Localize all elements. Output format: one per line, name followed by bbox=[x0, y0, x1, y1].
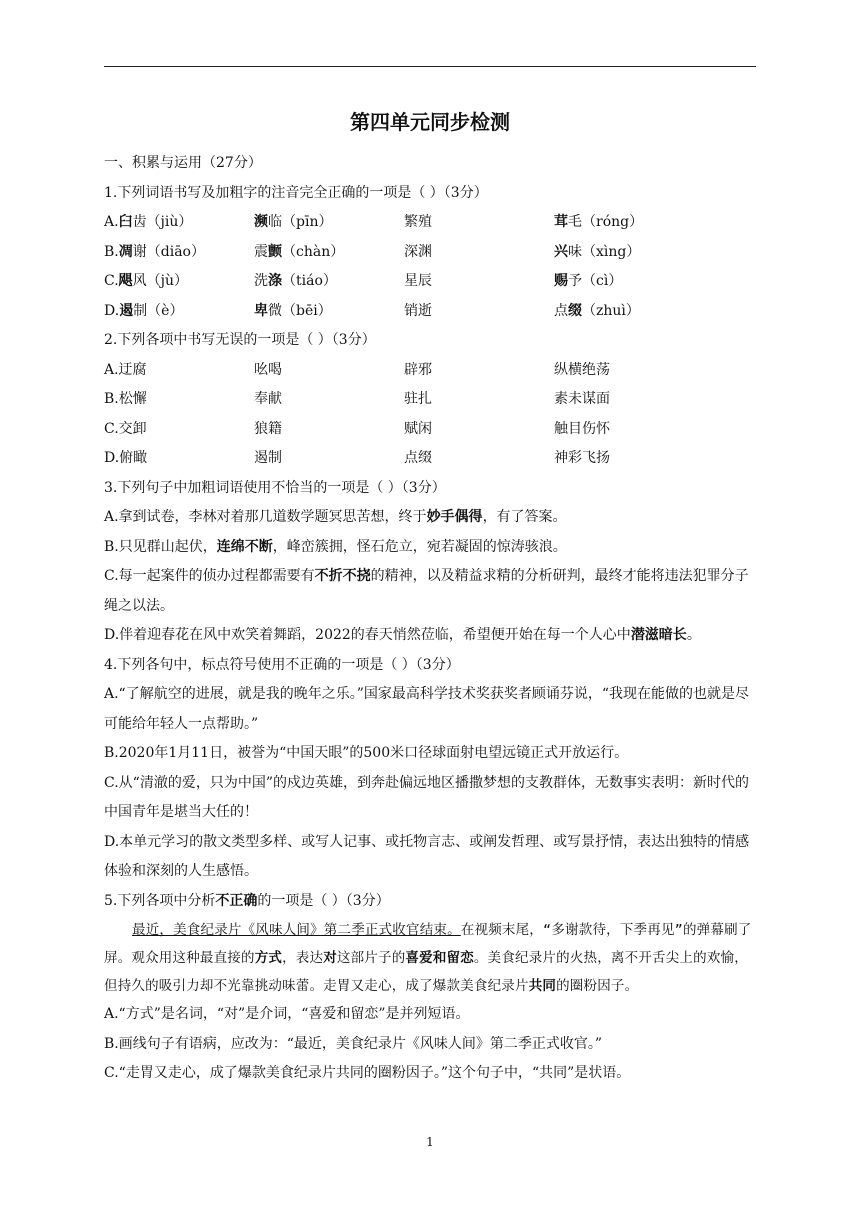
q1-cell: C.飓风（jù） bbox=[104, 273, 189, 289]
q3-option-d: D.伴着迎春花在风中欢笑着舞蹈，2022的春天悄然莅临，希望便开始在每一个人心中潜滋暗长。 bbox=[104, 627, 701, 643]
q2-option-row bbox=[104, 385, 756, 415]
q4-option-a: A.“了解航空的进展，就是我的晚年之乐。”国家最高科学技术奖获奖者顾诵芬说，“我现在能做的也就是尽可能给年轻人一点帮助。” bbox=[104, 686, 750, 732]
q1-cell: 卑微（bēi） bbox=[254, 302, 332, 319]
q1-cell: 兴味（xìng） bbox=[554, 243, 641, 260]
page-title: 第四单元同步检测 bbox=[350, 110, 510, 134]
q2-cell: 吆喝 bbox=[254, 361, 282, 378]
q1-cell: 茸毛（róng） bbox=[554, 214, 644, 230]
q5-option-b: B.画线句子有语病，应改为：“最近，美食纪录片《风味人间》第二季正式收官。” bbox=[104, 1035, 603, 1052]
q5-option-c: C.“走胃又走心，成了爆款美食纪录片共同的圈粉因子。”这个句子中，“共同”是状语。 bbox=[104, 1065, 631, 1081]
q2-cell: 驻扎 bbox=[404, 391, 432, 407]
q3-stem: 3.下列句子中加粗词语使用不恰当的一项是（ ）（3分） bbox=[104, 479, 446, 496]
q2-cell: B.松懈 bbox=[104, 391, 147, 407]
q1-cell: 震颤（chàn） bbox=[254, 243, 345, 260]
q4-option-b: B.2020年1月11日，被誉为“中国天眼”的500米口径球面射电望远镜正式开放运行。 bbox=[104, 745, 629, 761]
q4-option-d: D.本单元学习的散文类型多样、或写人记事、或托物言志、或阐发哲理、或写景抒情，表达出独特的情感体验和深刻的人生感悟。 bbox=[104, 833, 750, 879]
q1-cell: A.臼齿（jiù） bbox=[104, 214, 193, 230]
q2-cell: 素未谋面 bbox=[554, 391, 610, 407]
q1-stem: 1.下列词语书写及加粗字的注音完全正确的一项是（ ）（3分） bbox=[104, 184, 488, 201]
page-number: 1 bbox=[426, 1135, 434, 1149]
q2-cell: 触目伤怀 bbox=[554, 420, 610, 437]
q2-cell: 辟邪 bbox=[404, 361, 432, 378]
q1-options bbox=[104, 208, 756, 326]
q1-option-row bbox=[104, 238, 756, 268]
q5-option-a: A.“方式”是名词，“对”是介词，“喜爱和留恋”是并列短语。 bbox=[104, 1006, 470, 1022]
q2-cell: 狼籍 bbox=[254, 420, 282, 437]
q2-option-row bbox=[104, 444, 756, 474]
q4-stem: 4.下列各句中，标点符号使用不正确的一项是（ ）（3分） bbox=[104, 656, 460, 673]
q1-cell: 点缀（zhuì） bbox=[554, 302, 640, 319]
q1-option-row bbox=[104, 297, 756, 327]
q3-option-a: A.拿到试卷，李林对着那几道数学题冥思苦想，终于妙手偶得，有了答案。 bbox=[104, 509, 567, 525]
q2-cell: 点缀 bbox=[404, 450, 432, 466]
section-heading: 一、积累与运用（27分） bbox=[104, 155, 262, 171]
q1-cell: 星辰 bbox=[404, 273, 432, 289]
q2-cell: 神彩飞扬 bbox=[554, 450, 610, 466]
q1-option-row bbox=[104, 267, 756, 297]
q3-option-c: C.每一起案件的侦办过程都需要有不折不挠的精神，以及精益求精的分析研判，最终才能将违法犯罪分子绳之以法。 bbox=[104, 568, 749, 614]
q5-passage: 最近，美食纪录片《风味人间》第二季正式收官结束。在视频末尾，“多谢款待，下季再见”的弹幕刷了屏。观众用这种最直接的方式，表达对这部片子的喜爱和留恋。美食纪录片的火热，离不开舌尖上的欢愉，但持久的吸引力却不光靠挑动味蕾。走胃又走心，成了爆款美食纪录片共同的圈粉因子。 bbox=[104, 922, 752, 994]
q2-stem: 2.下列各项中书写无误的一项是（ ）（3分） bbox=[104, 332, 376, 348]
q2-cell: 遏制 bbox=[254, 450, 282, 466]
q1-cell: 深渊 bbox=[404, 243, 432, 260]
q5-stem: 5.下列各项中分析不正确的一项是（ ）（3分） bbox=[104, 892, 390, 909]
q1-cell: 销逝 bbox=[404, 302, 432, 319]
q3-option-b: B.只见群山起伏，连绵不断，峰峦簇拥，怪石危立，宛若凝固的惊涛骇浪。 bbox=[104, 538, 567, 555]
q1-cell: D.遏制（è） bbox=[104, 302, 184, 319]
q2-option-row bbox=[104, 415, 756, 445]
q2-option-row bbox=[104, 356, 756, 386]
document-body bbox=[104, 100, 756, 1089]
q1-cell: 赐予（cì） bbox=[554, 273, 623, 289]
q2-cell: C.交卸 bbox=[104, 420, 147, 437]
q2-options bbox=[104, 356, 756, 474]
q2-cell: D.俯瞰 bbox=[104, 450, 148, 466]
q2-cell: 纵横绝荡 bbox=[554, 361, 610, 378]
q1-cell: 濒临（pīn） bbox=[254, 214, 333, 230]
q2-cell: A.迂腐 bbox=[104, 361, 147, 378]
q2-cell: 奉献 bbox=[254, 391, 282, 407]
q1-option-row bbox=[104, 208, 756, 238]
q1-cell: 繁殖 bbox=[404, 214, 432, 230]
q4-option-c: C.从“清澈的爱，只为中国”的戍边英雄，到奔赴偏远地区播撒梦想的支教群体，无数事实表明：新时代的中国青年是堪当大任的！ bbox=[104, 774, 749, 820]
q2-cell: 赋闲 bbox=[404, 420, 432, 437]
underlined-sentence: 最近，美食纪录片《风味人间》第二季正式收官结束。 bbox=[132, 922, 461, 938]
q1-cell: B.凋谢（diāo） bbox=[104, 243, 205, 260]
header-rule bbox=[104, 66, 756, 67]
q1-cell: 洗涤（tiáo） bbox=[254, 273, 337, 289]
